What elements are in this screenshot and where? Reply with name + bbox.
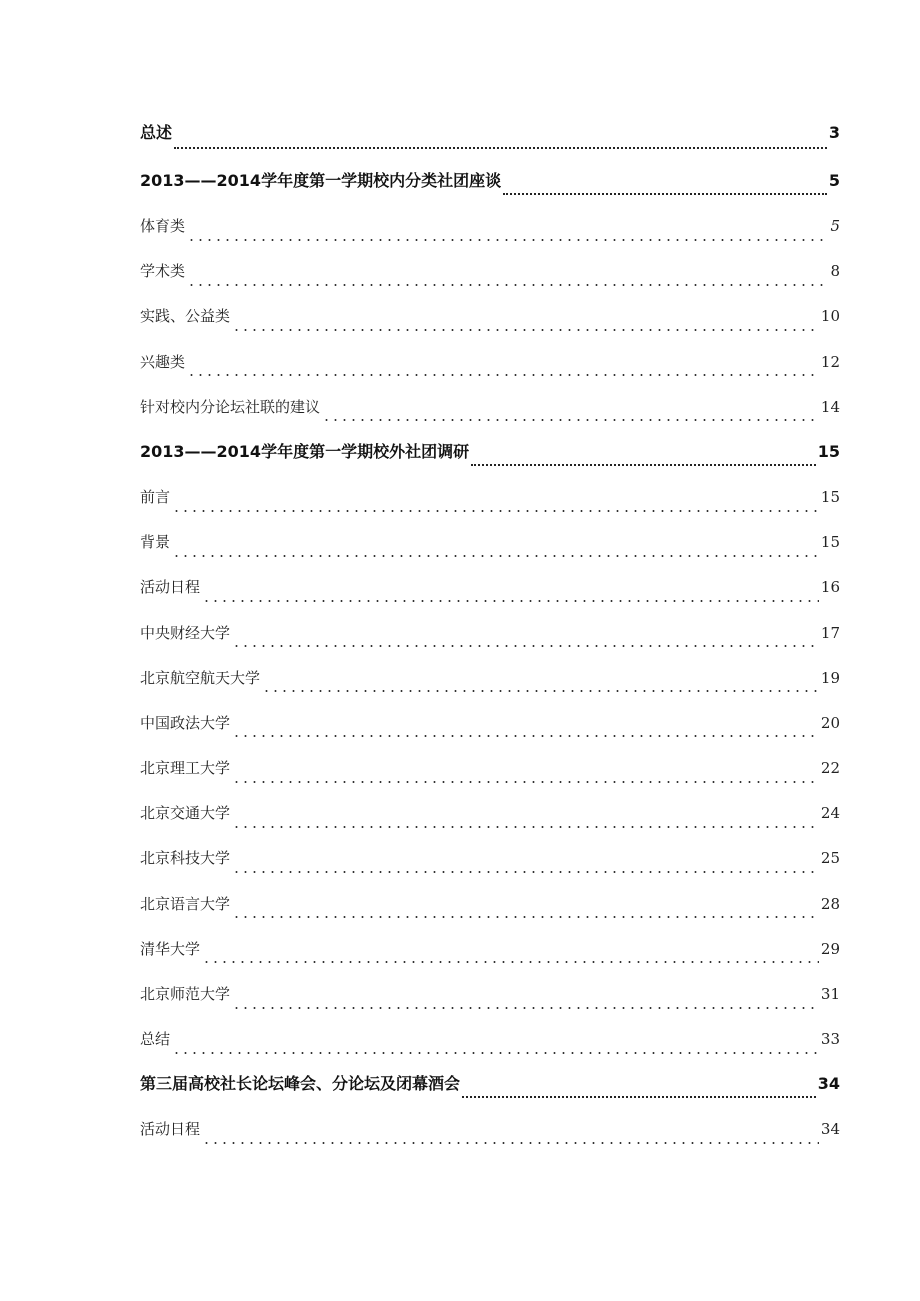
- toc-entry-label: 2013——2014学年度第一学期校外社团调研: [140, 441, 470, 461]
- toc-entry-page: 5: [828, 171, 840, 190]
- toc-entry-label: 北京交通大学: [140, 804, 231, 823]
- toc-entry[interactable]: [140, 618, 840, 663]
- toc-entry[interactable]: [140, 572, 840, 617]
- toc-entry-page: 29: [820, 939, 840, 958]
- toc-entry[interactable]: [140, 118, 840, 166]
- toc-entry-label: 背景: [140, 533, 171, 552]
- toc-leader-dots: [232, 329, 819, 331]
- toc-entry-label: 活动日程: [140, 1120, 201, 1139]
- toc-entry-label: 中央财经大学: [140, 623, 231, 642]
- toc-entry-label: 总结: [140, 1030, 171, 1049]
- toc-entry[interactable]: [140, 527, 840, 572]
- toc-entry[interactable]: [140, 301, 840, 346]
- toc-entry[interactable]: [140, 1069, 840, 1114]
- toc-entry-label: 实践、公益类: [140, 307, 231, 326]
- toc-entry-label: 中国政法大学: [140, 713, 231, 732]
- toc-entry-page: 20: [820, 713, 840, 732]
- toc-entry-label: 北京理工大学: [140, 759, 231, 778]
- toc-leader-dots: [232, 645, 819, 647]
- toc-entry-page: 14: [820, 397, 840, 416]
- toc-entry-label: 北京科技大学: [140, 849, 231, 868]
- toc-entry[interactable]: [140, 1114, 840, 1159]
- toc-entry-page: 5: [830, 217, 840, 235]
- toc-entry-label: 总述: [140, 123, 173, 142]
- toc-leader-dots: [172, 555, 819, 557]
- toc-leader-dots: [187, 239, 828, 241]
- toc-entry-label: 北京航空航天大学: [140, 668, 261, 687]
- toc-entry[interactable]: [140, 934, 840, 979]
- toc-leader-dots: [187, 374, 819, 376]
- toc-entry[interactable]: [140, 889, 840, 934]
- toc-entry-page: 15: [820, 487, 840, 506]
- toc-entry-label: 针对校内分论坛社联的建议: [140, 397, 321, 416]
- toc-leader-dots: [232, 871, 819, 873]
- toc-leader-dots: [202, 600, 819, 602]
- toc-entry[interactable]: [140, 482, 840, 527]
- toc-entry-page: 31: [820, 985, 840, 1003]
- toc-entry[interactable]: [140, 437, 840, 482]
- table-of-contents: [140, 118, 840, 1160]
- toc-entry[interactable]: [140, 708, 840, 753]
- toc-entry-page: 3: [828, 123, 840, 142]
- toc-leader-dots: [503, 192, 827, 195]
- toc-entry-page: 15: [820, 533, 840, 552]
- toc-leader-dots: [202, 1142, 819, 1144]
- toc-leader-dots: [232, 735, 819, 737]
- toc-entry[interactable]: [140, 347, 840, 392]
- toc-entry-label: 活动日程: [140, 578, 201, 597]
- toc-entry-label: 前言: [140, 487, 171, 506]
- toc-entry[interactable]: [140, 392, 840, 437]
- toc-entry[interactable]: [140, 843, 840, 888]
- toc-entry-page: 12: [820, 352, 840, 371]
- toc-leader-dots: [471, 463, 816, 466]
- toc-entry-page: 24: [820, 804, 840, 823]
- toc-leader-dots: [232, 781, 819, 783]
- toc-entry-label: 清华大学: [140, 939, 201, 958]
- toc-leader-dots: [322, 419, 819, 421]
- toc-leader-dots: [262, 690, 819, 692]
- toc-entry-label: 第三届高校社长论坛峰会、分论坛及闭幕酒会: [140, 1074, 461, 1094]
- toc-entry-page: 33: [820, 1030, 840, 1049]
- toc-leader-dots: [172, 510, 819, 512]
- toc-entry[interactable]: [140, 979, 840, 1024]
- toc-entry[interactable]: [140, 166, 840, 211]
- toc-entry-page: 28: [820, 894, 840, 913]
- toc-entry-page: 16: [820, 578, 840, 597]
- toc-leader-dots: [202, 961, 819, 963]
- toc-entry-label: 北京师范大学: [140, 985, 231, 1003]
- toc-entry[interactable]: [140, 211, 840, 256]
- toc-entry-page: 15: [817, 441, 840, 461]
- toc-entry[interactable]: [140, 256, 840, 301]
- toc-entry[interactable]: [140, 1024, 840, 1069]
- toc-leader-dots: [232, 916, 819, 918]
- toc-entry-label: 体育类: [140, 217, 186, 235]
- toc-entry-label: 北京语言大学: [140, 894, 231, 913]
- toc-entry-page: 25: [820, 849, 840, 868]
- toc-entry-page: 22: [820, 759, 840, 778]
- toc-leader-dots: [462, 1095, 816, 1098]
- toc-entry-label: 2013——2014学年度第一学期校内分类社团座谈: [140, 171, 502, 190]
- toc-leader-dots: [172, 1052, 819, 1054]
- toc-entry-page: 19: [820, 668, 840, 687]
- toc-entry-page: 10: [820, 307, 840, 326]
- toc-entry-label: 学术类: [140, 262, 186, 281]
- toc-entry-page: 8: [830, 262, 840, 281]
- toc-entry-page: 34: [820, 1120, 840, 1139]
- toc-entry-page: 17: [820, 623, 840, 642]
- toc-entry-label: 兴趣类: [140, 352, 186, 371]
- toc-leader-dots: [232, 1007, 819, 1009]
- toc-entry[interactable]: [140, 663, 840, 708]
- toc-entry[interactable]: [140, 753, 840, 798]
- toc-entry-page: 34: [817, 1074, 840, 1094]
- toc-leader-dots: [187, 284, 828, 286]
- toc-leader-dots: [174, 146, 827, 149]
- toc-leader-dots: [232, 826, 819, 828]
- toc-entry[interactable]: [140, 798, 840, 843]
